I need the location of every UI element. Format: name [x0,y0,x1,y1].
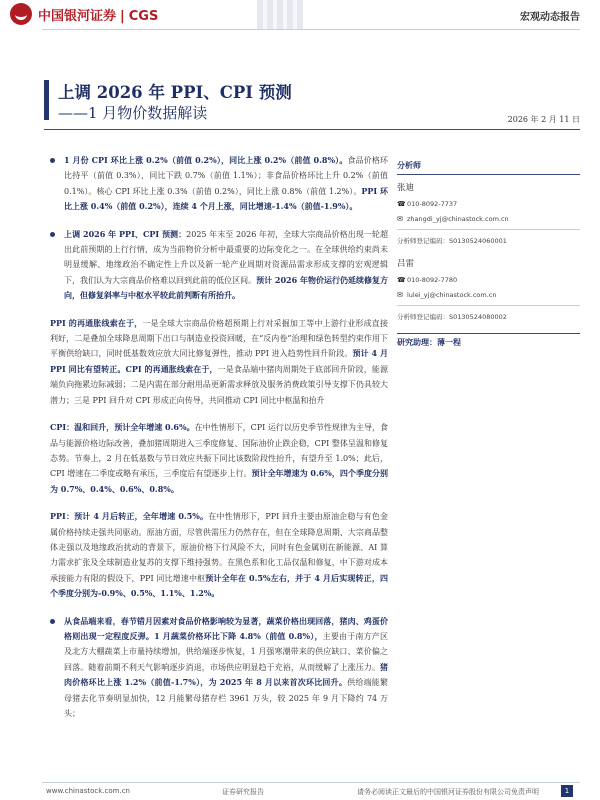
page-header [0,0,600,30]
reflation-bold: 预计 4 月 PPI 同比有望转正。CPI 的再通胀线索在于， [50,348,388,374]
pork-bold: 猪肉价格环比上涨 1.2%（前值-1.7%），为 2025 年 8 月以来首次环比回升。 [64,661,388,688]
title-divider [44,129,580,130]
food-paragraph [50,614,388,722]
report-type: 宏观动态报告 [520,12,580,23]
reflation-lead: PPI 的再通胀线索在于， [50,317,143,328]
food-lead: 从食品端来看，春节错月因素对食品价格影响较为显著，蔬菜价格出现回落，猪肉、鸡蛋价格则出现一定程度反弹。 [64,615,388,641]
brand-cn: 中国银河证券 [38,8,117,24]
header-divider [42,29,580,30]
analyst-email[interactable]: lulei_yj@chinastock.com.cn [407,291,497,299]
divider [397,305,580,306]
logo-mark-icon [10,3,32,25]
ppi-forecast-bold: 预计全年在 0.5%左右，并于 4 月后实现转正，四个季度分别为-0.9%、0.5%、1.1%、1.2%。 [50,572,388,599]
analyst-phone: 010-8092-7780 [407,276,458,284]
forecast-paragraph [50,227,388,304]
reflation-text-2: 一是食品端中猪肉周期处于底部回升阶段，能源端负向拖累边际减弱；二是内需在部分耐用品更新需求释放及服务消费政策引导支撑下仍具较大潜力；三是 PPI 回升对 CPI 形成正向传导，共同推动 CPI 同比中枢温和抬升 [50,364,389,405]
footer-disclaimer: 请务必阅读正文最后的中国银河证券股份有限公司免责声明 [357,788,539,796]
vegetable-bold: 1 月蔬菜价格环比下降 4.8%（前值 0.8%）， [154,630,323,641]
brand-separator: | [120,8,125,24]
report-date: 2026 年 2 月 11 日 [507,115,580,124]
ppi-forecast-paragraph [50,509,388,601]
analyst-card [397,257,580,325]
page-number: 1 [561,785,573,797]
summary-paragraph [50,153,388,215]
email-icon: ✉ [397,215,403,223]
divider [397,229,580,230]
pork-text: 供给端能繁母猪去化节奏明显加快，12 月能繁母猪存栏 3961 万头，较 2025 年 9 月下降约 74 万头； [64,678,388,718]
reflation-text-1: 一是全球大宗商品价格超预期上行对采掘加工等中上游行业形成直接利好，二是叠加全球降息周期下出口与制造业投资回暖，在“反内卷”治理和绿色转型约束作用下平衡供给缺口，同时低基数效应放大同比修复弹性，推动 PPI 进入趋势性回升阶段。 [50,318,388,359]
research-assistant: 研究助理：薄一程 [397,333,580,348]
ppi-forecast-text: 在中性情形下，PPI 回升主要由原油企稳与有色金属价格持续走强共同驱动。原油方面，尽管供需压力仍然存在，但在全球降息周期、大宗商品整体走强以及地缘政治扰动的背景下，原油价格下行风险不大，同时有色金属则在新能源、AI 算力需求扩张及全球制造业复苏的支撑下维持强势。在黑色系和化工品仅温和修复，中下游对成本承接能力有限的假设下，PPI 同比增速中枢 [50,512,389,583]
forecast-conclusion: 预计 2026 年物价运行仍延续修复方向，但修复斜率与中枢水平较此前判断有所抬升。 [64,274,389,301]
cpi-headline: 1 月份 CPI 环比上涨 0.2%（前值 0.2%），同比上涨 0.2%（前值 0.8%）。 [64,155,348,165]
ppi-forecast-lead: PPI：预计 4 月后转正，全年增速 0.5%。 [50,511,209,522]
cpi-forecast-paragraph [50,420,388,497]
forecast-lead: 上调 2026 年 PPI、CPI 预测： [64,228,187,239]
footer-url[interactable]: www.chinastock.com.cn [46,787,130,795]
report-title: 上调 2026 年 PPI、CPI 预测 [58,83,292,102]
footer-divider [42,782,580,783]
email-icon: ✉ [397,291,403,299]
analyst-phone: 010-8092-7737 [407,200,458,208]
footer-label: 证券研究报告 [222,788,264,796]
analyst-name: 张迪 [397,183,415,193]
phone-icon: ☎ [397,276,406,284]
analyst-name: 吕雷 [397,259,415,269]
main-content [50,153,388,733]
analyst-email[interactable]: zhangdi_yj@chinastock.com.cn [407,215,509,223]
cpi-forecast-bold: 预计全年增速为 0.6%，四个季度分别为 0.7%、0.4%、0.6%、0.8%。 [50,468,388,494]
analyst-card [397,181,580,249]
company-logo [10,3,158,25]
analyst-section-title: 分析师 [397,160,580,175]
watermark-graphic [257,0,303,30]
brand-en: CGS [128,8,159,24]
forecast-text: 2025 年末至 2026 年初，全球大宗商品价格出现一轮超出此前预期的上行行情，成为当前物价分析中最重要的边际变化之一。在全球供给约束尚未明显缓解、地缘政治不确定性上升以及新一轮产业周期对资源品需求形成支撑的宏观逻辑下，我们认为大宗商品价格难以回到此前的低位区间。 [64,229,388,285]
analyst-reg: 分析师登记编码：S0130524060001 [397,237,507,245]
analyst-reg: 分析师登记编码：S0130524080002 [397,313,507,321]
reflation-paragraph [50,316,388,408]
report-subtitle: ——1 月物价数据解读 [58,104,208,122]
cpi-forecast-lead: CPI：温和回升，预计全年增速 0.6%。 [50,422,195,433]
ppi-headline: PPI 环比上涨 0.4%（前值 0.2%），连续 4 个月上涨，同比增速-1.4%（前值-1.9%）。 [64,185,389,212]
sidebar [397,160,580,348]
title-accent-bar [44,80,49,120]
vegetable-text: 主要由于南方产区及北方大棚蔬菜上市量持续增加，供给端逐步恢复，1 月强寒潮带来的供应缺口、菜价偏之回落。随着前期不利天气影响逐步消退，市场供应明显趋于充裕，从而缓解了上涨压力。 [64,631,389,672]
cpi-forecast-text: 在中性情形下，CPI 运行以历史季节性规律为主导，食品与能源价格边际改善，叠加猪周期进入三季度修复、国际油价止跌企稳，CPI 整体呈温和修复态势。节奏上，2 月在低基数与节日效应共振下同比该数阶段性抬升，有望升至 1.0%；此后，CPI 增速在二季度或略有承压，三季度后有望逐步上行。 [50,423,388,479]
cpi-detail: 食品价格环比持平（前值 0.3%），同比下跌 0.7%（前值 1.1%）；非食品价格环比上升 0.2%（前值 0.1%）。核心 CPI 环比上涨 0.3%（前值 0.2%），同比上涨 0.8%（前值 1.2%）。 [64,156,389,196]
phone-icon: ☎ [397,200,406,208]
